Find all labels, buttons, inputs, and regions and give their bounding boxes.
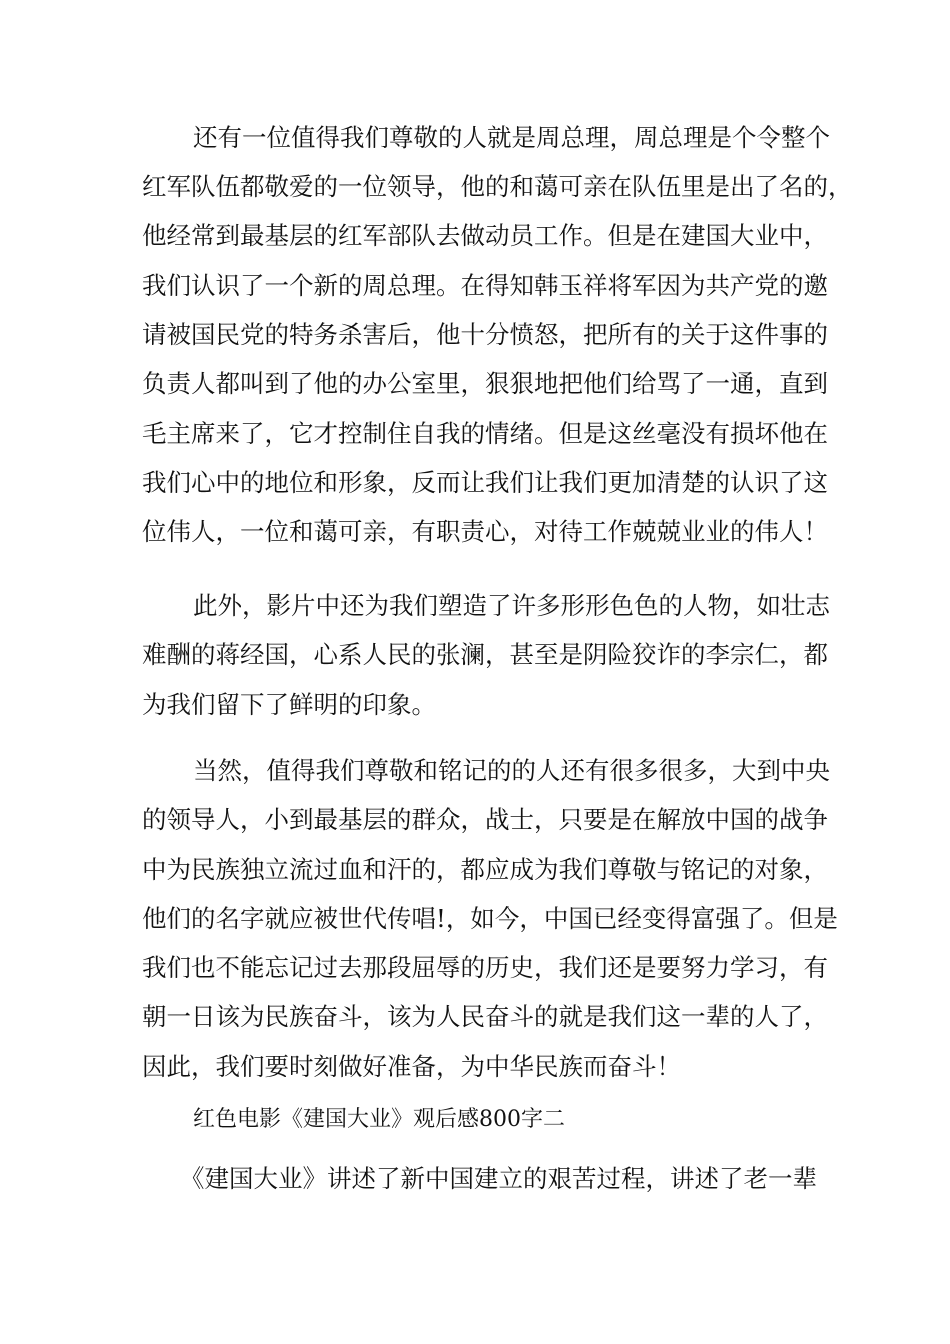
paragraph-1-line-1: 还有一位值得我们尊敬的人就是周总理，周总理是个令整个 [193,123,830,152]
paragraph-1-line-5: 请被国民党的特务杀害后，他十分愤怒，把所有的关于这件事的 [142,320,828,349]
section-title: 红色电影《建国大业》观后感800字二 [193,1107,565,1132]
paragraph-1-line-3: 他经常到最基层的红军部队去做动员工作。但是在建国大业中， [142,221,828,250]
paragraph-3-line-4: 他们的名字就应被世代传唱!，如今，中国已经变得富强了。但是 [142,904,838,933]
paragraph-3-line-5: 我们也不能忘记过去那段屈辱的历史，我们还是要努力学习，有 [142,953,828,982]
paragraph-1-line-8: 我们心中的地位和形象，反而让我们让我们更加清楚的认识了这 [142,468,828,497]
paragraph-1-line-6: 负责人都叫到了他的办公室里，狠狠地把他们给骂了一通，直到 [142,369,828,398]
paragraph-2-line-2: 难酬的蒋经国，心系人民的张澜，甚至是阴险狡诈的李宗仁，都 [142,640,828,669]
paragraph-1-line-2: 红军队伍都敬爱的一位领导，他的和蔼可亲在队伍里是出了名的， [142,172,853,201]
paragraph-2-line-3: 为我们留下了鲜明的印象。 [142,690,436,719]
paragraph-3-line-6: 朝一日该为民族奋斗，该为人民奋斗的就是我们这一辈的人了， [142,1002,828,1031]
paragraph-1-line-9: 位伟人，一位和蔼可亲，有职责心，对待工作兢兢业业的伟人！ [142,517,828,546]
paragraph-3-line-1: 当然，值得我们尊敬和铭记的的人还有很多很多，大到中央 [193,756,830,785]
paragraph-1-line-7: 毛主席来了，它才控制住自我的情绪。但是这丝毫没有损坏他在 [142,419,828,448]
paragraph-3-line-7: 因此，我们要时刻做好准备，为中华民族而奋斗！ [142,1052,681,1081]
paragraph-4-line-1: 《建国大业》讲述了新中国建立的艰苦过程，讲述了老一辈 [180,1164,817,1193]
paragraph-1-line-4: 我们认识了一个新的周总理。在得知韩玉祥将军因为共产党的邀 [142,271,828,300]
paragraph-2-line-1: 此外，影片中还为我们塑造了许多形形色色的人物，如壮志 [193,591,830,620]
paragraph-3-line-2: 的领导人，小到最基层的群众，战士，只要是在解放中国的战争 [142,805,828,834]
paragraph-3-line-3: 中为民族独立流过血和汗的，都应成为我们尊敬与铭记的对象， [142,855,828,884]
